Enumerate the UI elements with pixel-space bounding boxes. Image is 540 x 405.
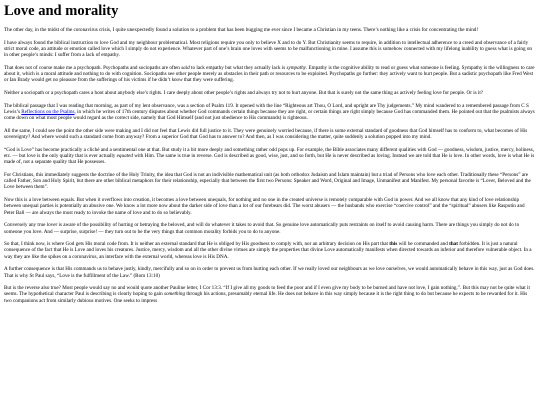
text: with Him. The same is true in reverse. God is described as good, wise, just, and so forth, but He is never described as loving. Instead we are told that He	[132, 152, 449, 159]
paragraph-9: Now this is a love between equals. But when it overflows into creation, it becomes a love between unequals, for nothing and no one in the created universe is remotely comparable with God in power. And we all know that any kind of love relationship between unequal parties is potentially an abusive one. We know a lot more now about the darker side of love than a lot of our forebears did. The worst abusers — the husbands who exercise “coercive control” and the “spiritual” abusers like Rasputin and Peter Ball — are always the most ready to invoke the name of love and to do so believably.	[4, 197, 525, 216]
paragraph-7	[4, 147, 536, 166]
paragraph-6: All the same, I could see the point the other side were making and I did not feel that Lewis did full justice to it. They were genuinely worried because, if there is some external standard of goodness that God himself has to conform to, what becomes of His sovereignty? And where would such a standard come from anyway? From a superior God that God has to answer to? And then, as I was considering the matter, quite suddenly a solution popped into my mind.	[4, 127, 528, 141]
text: . Empathy is the cognitive ability to read or guess what someone is feeling. Sympathy is the willingness to care about it, which is a moral attitude and nothing to do with cognition. Sociopaths see other people merely as obstacles in their path or resources to be exploited. Psychopaths go further: they actively want to hurt people. But a sadistic psychopath like Fred West or Ian Brady would get no pleasure from the sufferings of his victims if he didn’t	[4, 64, 535, 84]
paragraph-8: For Christians, this immediately suggests the doctrine of the Holy Trinity, the idea that God is not an indivisible mathematical unit (as both orthodox Judaism and Islam maintain) but a triad of Persons who love each other. Traditionally these “Persons” are called Father, Son and Holy Spirit, but there are other biblical metaphors for their relationship, especially that between the first two Persons: Speaker and Word, Original and Image, Unmanifest and Manifest. My personal favorite is “Lover, Beloved and the Love between them”.	[4, 171, 531, 191]
text: love. In other words, love is what He is made of, not a separate quality that He possesses.	[4, 152, 535, 166]
emphasis: something	[163, 291, 186, 298]
reflections-on-the-psalms-link[interactable]: Reflections on the Psalms	[21, 108, 75, 115]
bold-text: this	[389, 241, 398, 248]
paragraph-1: The other day, in the midst of the coronavirus crisis, I quite unexpectedly found a solution to a problem that has been bugging me ever since I became a Christian in my teens. There’s nothing like a crisis for concentrating the mind!	[4, 27, 479, 33]
text: That does not of course make me a psychopath. Psychopaths and sociopaths are often	[4, 64, 182, 71]
emphasis: sympathy	[286, 64, 306, 71]
paragraph-12: A further consequence is that His commands us to behave justly, kindly, mercifully and so on in order to prevent us from hurting each other. If we really loved our neighbours as we love ourselves, we would automatically behave in this way, just as God does. That is why St Paul says, “Love is the fulfillment of the Law.” (Rom 13:10)	[4, 266, 535, 279]
text: But is the reverse also true? Most people would say no and would quote another Pauline letter, I Cor 13:3. “If I give all my goods to feed the poor and if I even give my body to be burned and have not love, I gain nothing.”. But this may not be quite what it seems. The hypothetical character Paul is describing is clearly hoping to gain	[4, 285, 530, 298]
text: So that, I think now, is where God gets His moral code from. It is neither an external standard that He is obliged by His goodness to comply with, nor an arbitrary decision on His part that	[4, 241, 390, 248]
text: , in which he writes of 17th century disputes about whether God commands certain things because they are right, or certain things are right simply because God has commanded them. He pointed out that the psalmists always come down on what most people would regard as the correct side, namely that God Himself (and not just obedience to His commands) is righteous.	[4, 108, 535, 122]
text: will be commanded and	[397, 241, 450, 248]
text: forbidden. It is just a natural consequence of the fact that He is Love and loves his creatures. Justice, mercy, wisdom and all the other divine virtues are simply the properties that divine Love automatically manifests when directed towards an inferior and therefore vulnerable object. In a way they are like the spikes on a coronavirus, an interface with the external world, whereas love is His DNA.	[4, 241, 532, 260]
page-title: Love and morality	[4, 3, 119, 19]
emphasis: know	[171, 77, 183, 84]
text: to lack empathy but what they actually lack is	[189, 64, 287, 71]
emphasis: said	[181, 64, 190, 71]
paragraph-5	[4, 103, 536, 122]
text: The biblical passage that I was reading that morning, as part of my lent observance, was a section of Psalm 119. It opened with the line “Righteous art Thou, O Lord, and upright are Thy judgements.” My mind wandered to a remembered passage from C S Lewis’s	[4, 102, 529, 115]
paragraph-4: Neither a sociopath or a psychopath cares a hoot about anybody else’s rights. I care deeply about other people’s rights and always try not to hurt anyone. But that is surely not the same thing as actively feeling love for people. Or is it?	[4, 89, 484, 96]
text: that they were suffering.	[182, 77, 234, 84]
bold-text: that	[449, 241, 458, 248]
text: through his actions, presumably eternal life. He does not behave in this way simply because it is the right thing to do but because he expects to be rewarded for it. His two companions act from similarly dubious motives. One seeks to impress	[4, 291, 528, 304]
paragraph-11	[4, 241, 536, 260]
emphasis: equated	[116, 152, 133, 159]
paragraph-13	[4, 285, 536, 304]
paragraph-2: I have always found the biblical instruction to love God and my neighbour problematical. Most religions require you only to believe X and to do Y. But Christianity seems to require, in addition to intellectual adherence to a creed and observance of a fairly strict moral code, an attitude or emotion called love which I simply do not experience. Whatever part of one’s brain one loves with seems to be malfunctioning in mine. I assume this is somehow connected with my lifelong inability to guess what is going on in other people’s minds: I suffer from a lack of empathy.	[4, 39, 532, 59]
text: “God is Love” has become practically a cliché and a sentimental one at that. But study it a bit more deeply and something rather odd pops up. For example, the Bible associates many different qualities with God — goodness, wisdom, justice, mercy, holiness, etc. — but love is the only quality that is ever actually	[4, 146, 535, 159]
paragraph-10: Conversely any true lover is aware of the possibility of hurting or betraying the beloved, and will do whatever it takes to avoid that. So genuine love automatically puts restraints on itself to avoid causing harm. There are things you simply do not do to someone you love. And — surprise, surprise! — they turn out to be the very things that common morality forbids you to do to anyone.	[4, 222, 520, 235]
emphasis: is	[448, 152, 453, 159]
paragraph-3	[4, 65, 536, 84]
